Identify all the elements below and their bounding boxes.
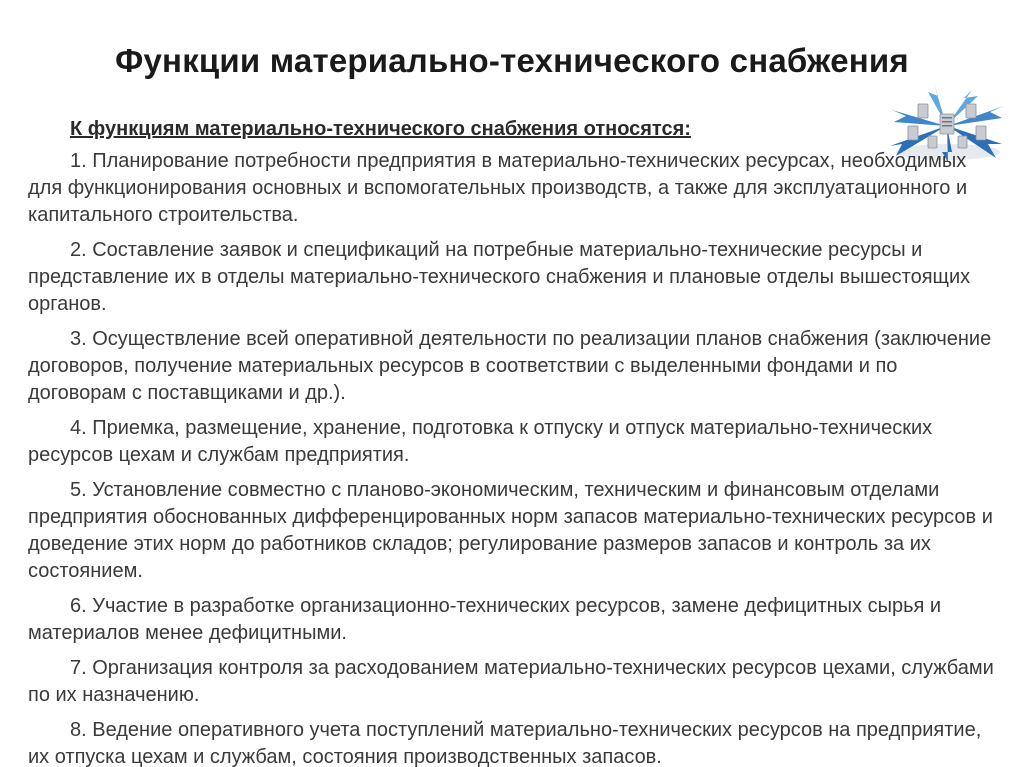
list-item: 8. Ведение оперативного учета поступлений материально-технических ресурсов на предприятие, их отпуска цехам и службам, состояния производственных запасов. [28,719,982,767]
list-item: 6. Участие в разработке организационно-технических ресурсов, замене дефицитных сырья и материалов менее дефицитными. [28,595,942,644]
list-item: 4. Приемка, размещение, хранение, подготовка к отпуску и отпуск материально-технических ресурсов цехам и службам предприятия. [28,417,933,466]
list-item: 7. Организация контроля за расходованием материально-технических ресурсов цехами, службами по их назначению. [28,657,994,706]
list-item: 1. Планирование потребности предприятия в материально-технических ресурсах, необходимых для функционирования основных и вспомогательных производств, а также для эксплуатационного и капитального строительства. [28,150,968,226]
intro-heading: К функциям материально-технического снабжения относятся: [70,118,691,140]
list-item: 3. Осуществление всей оперативной деятельности по реализации планов снабжения (заключение договоров, получение материальных ресурсов в соответствии с выделенными фондами и по договорам с поставщиками и др.). [28,328,992,404]
slide-title: Функции материально-технического снабжения [115,42,909,79]
list-item: 5. Установление совместно с планово-экономическим, техническим и финансовым отделами предприятия обоснованных дифференцированных норм запасов материально-технических ресурсов и доведение этих норм до работников складов; регулирование размеров запасов и контроль за их состоянием. [28,479,993,582]
content-body [28,116,996,767]
list-item: 2. Составление заявок и спецификаций на потребные материально-технические ресурсы и представление их в отделы материально-технического снабжения и плановые отделы вышестоящих органов. [28,239,971,315]
